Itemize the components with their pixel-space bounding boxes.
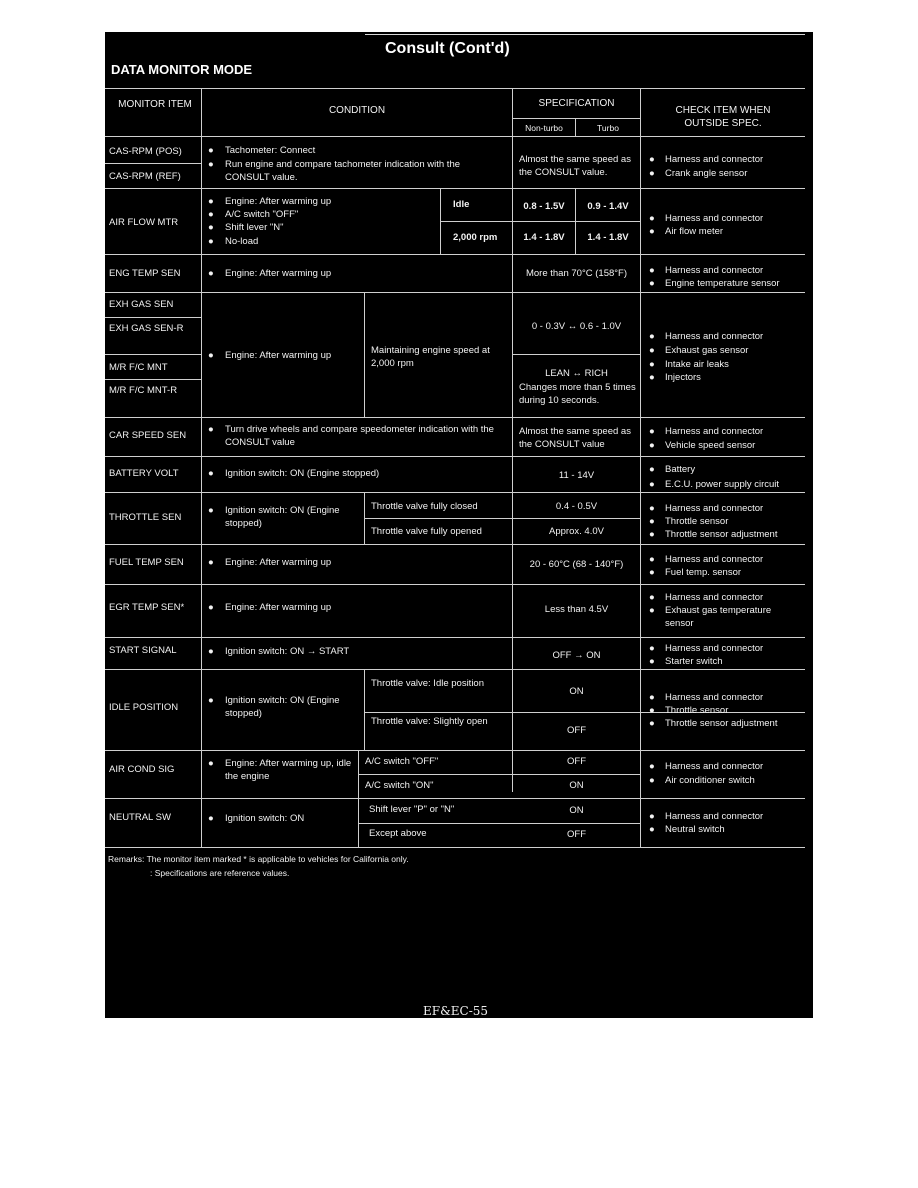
- rule: [440, 221, 640, 222]
- cas-spec: Almost the same speed as the CONSULT value.: [519, 154, 631, 178]
- item-battery-volt: BATTERY VOLT: [109, 468, 179, 479]
- neutral-condition: Ignition switch: ON: [225, 813, 305, 824]
- check-bullet: ●: [649, 265, 655, 276]
- check-item: Fuel temp. sensor: [665, 567, 742, 578]
- header-specification: SPECIFICATION: [538, 98, 615, 109]
- item-neutral-sw: NEUTRAL SW: [109, 812, 171, 823]
- check-item: Injectors: [665, 372, 701, 383]
- exh-condition: Engine: After warming up: [225, 350, 332, 361]
- check-item: Starter switch: [665, 656, 723, 667]
- neutral-spec: ON: [569, 805, 584, 816]
- exh-sub-condition: Maintaining engine speed at 2,000 rpm: [371, 345, 490, 369]
- check-bullet: ●: [649, 464, 655, 475]
- check-bullet: ●: [649, 692, 655, 703]
- item-exh-gas-sen: EXH GAS SEN: [109, 299, 174, 310]
- item-exh-gas-sen-r: EXH GAS SEN-R: [109, 323, 184, 334]
- rule: [105, 354, 201, 355]
- check-bullet: ●: [649, 278, 655, 289]
- check-bullet: ●: [649, 643, 655, 654]
- condition-bullet: ●: [208, 758, 214, 769]
- check-item: Harness and connector: [665, 811, 764, 822]
- check-item: Vehicle speed sensor: [665, 440, 756, 451]
- check-item: Harness and connector: [665, 761, 764, 772]
- header-condition: CONDITION: [328, 105, 386, 116]
- air-flow-condition: Shift lever "N": [225, 222, 284, 233]
- cas-condition-bullet: ●: [208, 145, 214, 156]
- item-mr-fc-mnt: M/R F/C MNT: [109, 362, 168, 373]
- remarks: [108, 852, 409, 880]
- check-bullet: ●: [649, 479, 655, 490]
- check-item: Harness and connector: [665, 692, 764, 703]
- air-cond-sub-label: A/C switch "OFF": [365, 756, 439, 767]
- check-item: Throttle sensor adjustment: [665, 718, 778, 729]
- idle-spec: OFF: [567, 725, 586, 736]
- header-turbo: Turbo: [597, 123, 619, 133]
- item-car-speed-sen: CAR SPEED SEN: [109, 430, 187, 441]
- throttle-sub-label: Throttle valve fully opened: [371, 526, 482, 537]
- rule: [105, 136, 805, 137]
- item-cas-rpm-ref: CAS-RPM (REF): [109, 171, 181, 182]
- check-bullet: ●: [649, 811, 655, 822]
- check-bullet: ●: [649, 529, 655, 540]
- neutral-sub-label: Except above: [369, 828, 427, 839]
- condition-bullet: ●: [208, 236, 214, 247]
- check-item: Exhaust gas temperature sensor: [665, 605, 772, 629]
- condition-bullet: ●: [208, 268, 214, 279]
- rule: [105, 750, 805, 751]
- rule: [358, 750, 359, 798]
- rule: [358, 823, 640, 824]
- condition-bullet: ●: [208, 222, 214, 233]
- header-check-item: CHECK ITEM WHEN OUTSIDE SPEC.: [675, 105, 771, 129]
- rule: [105, 456, 805, 457]
- check-item: Harness and connector: [665, 592, 764, 603]
- check-item: Harness and connector: [665, 643, 764, 654]
- air-flow-spec: 1.4 - 1.8V: [587, 232, 629, 243]
- check-item: Intake air leaks: [665, 359, 729, 370]
- rule: [105, 637, 805, 638]
- page-title: Consult (Cont'd): [385, 40, 510, 57]
- throttle-spec: 0.4 - 0.5V: [555, 501, 598, 512]
- check-item: Crank angle sensor: [665, 168, 748, 179]
- header-non-turbo: Non-turbo: [525, 123, 563, 133]
- rule: [201, 88, 202, 847]
- air-flow-condition: Engine: After warming up: [225, 196, 332, 207]
- check-bullet: ●: [649, 605, 655, 616]
- check-bullet: ●: [649, 656, 655, 667]
- check-bullet: ●: [649, 718, 655, 729]
- cas-condition: Tachometer: Connect: [225, 145, 316, 156]
- throttle-condition: Ignition switch: ON (Engine stopped): [225, 505, 340, 529]
- air-cond-spec: ON: [569, 780, 584, 791]
- throttle-sub-label: Throttle valve fully closed: [371, 501, 478, 512]
- rule: [105, 254, 805, 255]
- page-number: EF&EC-55: [423, 1004, 489, 1018]
- cas-condition: Run engine and compare tachometer indication with the CONSULT value.: [225, 159, 461, 183]
- rule: [640, 88, 641, 847]
- egr-temp-spec: Less than 4.5V: [544, 604, 609, 615]
- air-flow-sub-label: 2,000 rpm: [453, 232, 498, 243]
- rule: [512, 118, 640, 119]
- rule: [105, 544, 805, 545]
- check-bullet: ●: [649, 824, 655, 835]
- rule: [364, 518, 640, 519]
- battery-spec: 11 - 14V: [558, 470, 595, 481]
- fuel-temp-spec: 20 - 60°C (68 - 140°F): [529, 559, 624, 570]
- check-item: Harness and connector: [665, 265, 764, 276]
- air-flow-sub-label: Idle: [453, 199, 470, 210]
- check-item: Neutral switch: [665, 824, 725, 835]
- condition-bullet: ●: [208, 813, 214, 824]
- rule: [105, 798, 805, 799]
- check-item: Throttle sensor: [665, 705, 729, 716]
- item-air-flow-mtr: AIR FLOW MTR: [109, 217, 179, 228]
- check-bullet: ●: [649, 331, 655, 342]
- fuel-temp-condition: Engine: After warming up: [225, 557, 332, 568]
- rule: [105, 88, 805, 89]
- check-bullet: ●: [649, 516, 655, 527]
- rule: [105, 669, 805, 670]
- exh-spec-voltage: 0 - 0.3V ↔ 0.6 - 1.0V: [531, 321, 622, 332]
- check-bullet: ●: [649, 226, 655, 237]
- check-item: Throttle sensor adjustment: [665, 529, 778, 540]
- check-item: Throttle sensor: [665, 516, 729, 527]
- rule: [575, 188, 576, 254]
- item-fuel-temp-sen: FUEL TEMP SEN: [109, 557, 184, 568]
- idle-sub-label: Throttle valve: Idle position: [371, 678, 485, 689]
- check-bullet: ●: [649, 168, 655, 179]
- start-condition: Ignition switch: ON → START: [225, 646, 350, 657]
- condition-bullet: ●: [208, 350, 214, 361]
- document-sheet: [105, 32, 813, 1018]
- start-spec: OFF → ON: [552, 650, 601, 661]
- rule: [364, 492, 365, 544]
- check-bullet: ●: [649, 426, 655, 437]
- condition-bullet: ●: [208, 602, 214, 613]
- check-bullet: ●: [649, 154, 655, 165]
- condition-bullet: ●: [208, 695, 214, 706]
- check-item: Harness and connector: [665, 426, 764, 437]
- check-bullet: ●: [649, 761, 655, 772]
- check-item: Exhaust gas sensor: [665, 345, 749, 356]
- check-bullet: ●: [649, 554, 655, 565]
- egr-temp-condition: Engine: After warming up: [225, 602, 332, 613]
- section-title: DATA MONITOR MODE: [111, 62, 253, 77]
- item-mr-fc-mnt-r: M/R F/C MNT-R: [109, 385, 178, 396]
- check-item: Engine temperature sensor: [665, 278, 780, 289]
- check-item: Harness and connector: [665, 213, 764, 224]
- top-rule: [365, 34, 805, 35]
- condition-bullet: ●: [208, 424, 214, 435]
- check-item: Air flow meter: [665, 226, 724, 237]
- idle-sub-label: Throttle valve: Slightly open: [371, 716, 488, 727]
- car-speed-spec: Almost the same speed as the CONSULT value: [519, 426, 631, 450]
- item-idle-position: IDLE POSITION: [109, 702, 179, 713]
- rule: [364, 669, 365, 750]
- throttle-spec: Approx. 4.0V: [549, 526, 604, 537]
- check-item: Air conditioner switch: [665, 775, 755, 786]
- neutral-spec: OFF: [567, 829, 586, 840]
- check-bullet: ●: [649, 372, 655, 383]
- check-bullet: ●: [649, 503, 655, 514]
- eng-temp-condition: Engine: After warming up: [225, 268, 332, 279]
- air-cond-condition: Engine: After warming up, idle the engine: [225, 758, 352, 782]
- check-item: Harness and connector: [665, 503, 764, 514]
- condition-bullet: ●: [208, 196, 214, 207]
- check-item: Battery: [665, 464, 696, 475]
- check-bullet: ●: [649, 359, 655, 370]
- air-flow-condition: A/C switch "OFF": [225, 209, 299, 220]
- check-bullet: ●: [649, 592, 655, 603]
- exh-spec-text: Changes more than 5 times during 10 seconds.: [519, 382, 636, 406]
- rule: [512, 354, 640, 355]
- condition-bullet: ●: [208, 557, 214, 568]
- item-cas-rpm-pos: CAS-RPM (POS): [109, 146, 182, 157]
- rule: [105, 317, 201, 318]
- item-start-signal: START SIGNAL: [109, 645, 177, 656]
- air-cond-spec: OFF: [567, 756, 586, 767]
- air-flow-spec: 0.8 - 1.5V: [523, 201, 565, 212]
- item-eng-temp-sen: ENG TEMP SEN: [109, 268, 181, 279]
- item-throttle-sen: THROTTLE SEN: [109, 512, 182, 523]
- air-flow-spec: 1.4 - 1.8V: [523, 232, 565, 243]
- neutral-sub-label: Shift lever "P" or "N": [369, 804, 455, 815]
- exh-spec-lean-rich: LEAN ↔ RICH: [545, 368, 608, 379]
- air-flow-condition: No-load: [225, 236, 259, 247]
- rule: [358, 774, 640, 775]
- rule: [105, 163, 201, 164]
- item-egr-temp-sen: EGR TEMP SEN*: [109, 602, 185, 613]
- condition-bullet: ●: [208, 468, 214, 479]
- rule: [364, 292, 365, 417]
- rule: [105, 379, 201, 380]
- condition-bullet: ●: [208, 505, 214, 516]
- remarks-line: : Specifications are reference values.: [150, 868, 290, 878]
- idle-condition: Ignition switch: ON (Engine stopped): [225, 695, 340, 719]
- condition-bullet: ●: [208, 646, 214, 657]
- check-bullet: ●: [649, 705, 655, 716]
- rule: [105, 492, 805, 493]
- check-item: E.C.U. power supply circuit: [665, 479, 780, 490]
- cas-condition-bullet: ●: [208, 159, 214, 170]
- check-bullet: ●: [649, 775, 655, 786]
- check-bullet: ●: [649, 345, 655, 356]
- air-flow-spec: 0.9 - 1.4V: [587, 201, 629, 212]
- rule: [364, 712, 805, 713]
- rule: [105, 584, 805, 585]
- check-item: Harness and connector: [665, 154, 764, 165]
- air-cond-sub-label: A/C switch "ON": [365, 780, 434, 791]
- rule: [105, 188, 805, 189]
- remarks-line: Remarks: The monitor item marked * is applicable to vehicles for California only.: [108, 854, 409, 864]
- check-bullet: ●: [649, 440, 655, 451]
- condition-bullet: ●: [208, 209, 214, 220]
- idle-spec: ON: [569, 686, 584, 697]
- eng-temp-spec: More than 70°C (158°F): [525, 268, 628, 279]
- check-bullet: ●: [649, 567, 655, 578]
- car-speed-condition: Turn drive wheels and compare speedometer indication with the CONSULT value: [225, 424, 494, 448]
- header-monitor-item: MONITOR ITEM: [118, 99, 192, 110]
- check-bullet: ●: [649, 213, 655, 224]
- rule: [440, 188, 441, 254]
- rule: [105, 417, 805, 418]
- check-item: Harness and connector: [665, 554, 764, 565]
- rule: [105, 292, 805, 293]
- item-air-cond-sig: AIR COND SIG: [109, 764, 175, 775]
- check-item: Harness and connector: [665, 331, 764, 342]
- battery-condition: Ignition switch: ON (Engine stopped): [225, 468, 380, 479]
- rule: [105, 847, 805, 848]
